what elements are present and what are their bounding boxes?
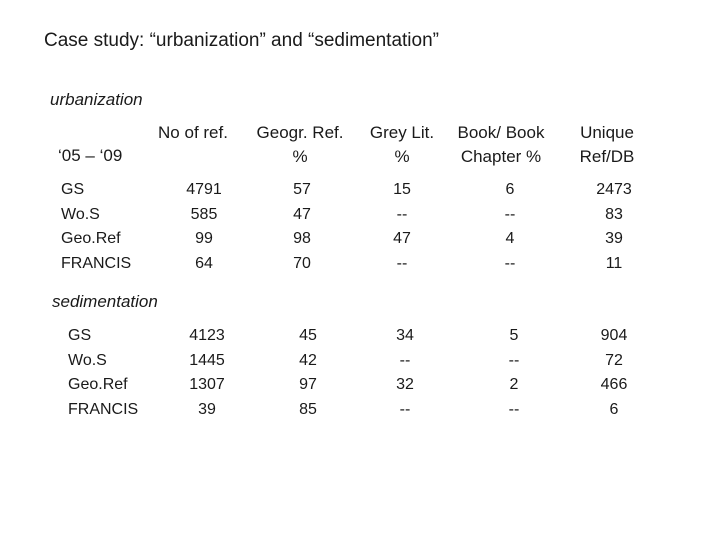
geogr-ref-cell: 42 [299, 351, 317, 369]
geogr-ref-cell: 45 [299, 327, 317, 344]
no-of-ref-cell: 99 [195, 230, 213, 247]
unique-cell: 39 [605, 230, 623, 247]
db-name: Geo.Ref [68, 376, 128, 393]
urbanization-grey-lit-column [372, 178, 432, 276]
unique-cell: 72 [605, 351, 623, 369]
db-name: FRANCIS [61, 254, 132, 272]
sedimentation-db-column [68, 324, 138, 422]
no-of-ref-cell: 39 [198, 400, 216, 418]
unique-cell: 2473 [596, 181, 632, 198]
urbanization-unique-column [584, 178, 644, 276]
book-cell: 4 [505, 230, 515, 247]
db-name: Wo.S [61, 205, 100, 223]
geogr-ref-cell: 85 [299, 400, 317, 418]
header-unique-line2: Ref/DB [579, 147, 635, 166]
db-name: Geo.Ref [61, 230, 121, 247]
no-of-ref-cell: 1307 [189, 376, 225, 393]
header-book [448, 121, 554, 169]
sedimentation-no-of-ref-column [175, 324, 239, 422]
header-no-of-ref-line1: No of ref. [158, 123, 228, 142]
geogr-ref-cell: 47 [293, 205, 311, 223]
header-geogr-ref-line2: % [292, 147, 308, 166]
grey-lit-cell: -- [396, 205, 408, 223]
no-of-ref-cell: 1445 [189, 351, 225, 369]
grey-lit-cell: -- [399, 351, 411, 369]
book-cell: -- [504, 205, 516, 223]
header-grey-lit-line1: Grey Lit. [369, 123, 435, 142]
book-cell: 2 [509, 376, 519, 393]
header-geogr-ref-line1: Geogr. Ref. [256, 123, 344, 142]
header-unique [568, 121, 646, 169]
header-no-of-ref [150, 121, 236, 145]
grey-lit-cell: -- [396, 254, 408, 272]
book-cell: 6 [505, 181, 515, 198]
db-name: GS [61, 181, 85, 198]
grey-lit-cell: -- [399, 400, 411, 418]
header-unique-line1: Unique [580, 123, 634, 142]
unique-cell: 904 [600, 327, 628, 344]
sedimentation-grey-lit-column [375, 324, 435, 422]
grey-lit-cell: 32 [396, 376, 414, 393]
db-name: FRANCIS [68, 400, 139, 418]
book-cell: 5 [509, 327, 519, 344]
section-label-urbanization: urbanization [50, 90, 143, 109]
sedimentation-unique-column [584, 324, 644, 422]
section-label-sedimentation: sedimentation [52, 292, 158, 311]
slide-title: Case study: “urbanization” and “sedimentation” [44, 30, 439, 51]
unique-cell: 6 [609, 400, 619, 418]
urbanization-geogr-ref-column [272, 178, 332, 276]
header-grey-lit-line2: % [394, 147, 410, 166]
book-cell: -- [508, 351, 520, 369]
db-name: Wo.S [68, 351, 107, 369]
geogr-ref-cell: 57 [293, 181, 311, 198]
no-of-ref-cell: 4123 [189, 327, 225, 344]
no-of-ref-cell: 64 [195, 254, 213, 272]
urbanization-db-column [61, 178, 131, 276]
grey-lit-cell: 47 [393, 230, 411, 247]
unique-cell: 466 [600, 376, 628, 393]
no-of-ref-cell: 4791 [186, 181, 222, 198]
unique-cell: 83 [605, 205, 623, 223]
urbanization-no-of-ref-column [172, 178, 236, 276]
header-book-line2: Chapter % [460, 147, 542, 166]
header-grey-lit [362, 121, 442, 169]
sedimentation-geogr-ref-column [278, 324, 338, 422]
period-label: ‘05 – ‘09 [58, 146, 123, 165]
book-cell: -- [508, 400, 520, 418]
header-geogr-ref [250, 121, 350, 169]
geogr-ref-cell: 97 [299, 376, 317, 393]
no-of-ref-cell: 585 [190, 205, 218, 223]
header-book-line1: Book/ Book [457, 123, 545, 142]
grey-lit-cell: 34 [396, 327, 414, 344]
geogr-ref-cell: 98 [293, 230, 311, 247]
db-name: GS [68, 327, 92, 344]
unique-cell: 11 [605, 254, 623, 272]
book-cell: -- [504, 254, 516, 272]
grey-lit-cell: 15 [393, 181, 411, 198]
geogr-ref-cell: 70 [293, 254, 311, 272]
urbanization-book-column [480, 178, 540, 276]
sedimentation-book-column [484, 324, 544, 422]
